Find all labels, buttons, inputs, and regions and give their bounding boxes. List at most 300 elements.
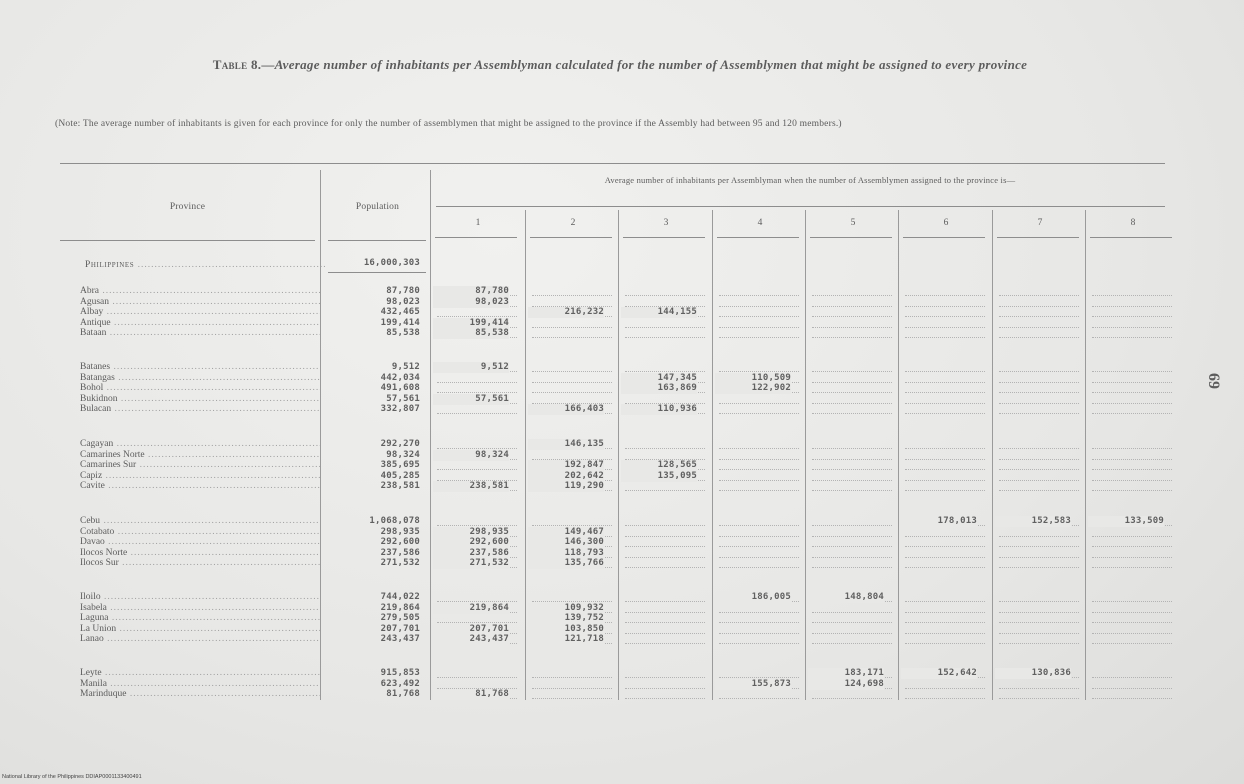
column-number-rule [903, 237, 985, 238]
cell-leader [1092, 295, 1172, 296]
average-cell: 237,586 [433, 548, 509, 559]
cell-leader [1092, 403, 1172, 404]
cell-leader [625, 536, 705, 537]
cell-leader [999, 469, 1079, 470]
cell-leader [905, 382, 985, 383]
cell-leader [1092, 698, 1172, 699]
cell-leader [905, 622, 985, 623]
population-cell: 292,270 [380, 439, 420, 449]
cell-leader [437, 469, 517, 470]
cell-leader [719, 546, 799, 547]
cell-leader [905, 316, 985, 317]
column-divider [1085, 210, 1086, 700]
average-cell: 243,437 [433, 634, 509, 645]
cell-leader [999, 612, 1079, 613]
cell-leader [1092, 490, 1172, 491]
cell-leader [999, 557, 1079, 558]
row-label: Isabela ..... [80, 603, 320, 614]
cell-leader [1092, 633, 1172, 634]
column-number-6: 6 [943, 218, 949, 228]
population-cell: 87,780 [386, 286, 420, 296]
cell-leader [812, 392, 892, 393]
cell-leader [1092, 557, 1172, 558]
cell-leader [812, 459, 892, 460]
row-label: Abra ..... [80, 286, 320, 297]
cell-leader [999, 413, 1079, 414]
row-label-philippines: Philippines ..... [85, 260, 325, 271]
population-cell: 405,285 [380, 470, 420, 481]
cell-leader [719, 557, 799, 558]
cell-leader [812, 448, 892, 449]
cell-leader [812, 490, 892, 491]
table-top-rule [60, 163, 1165, 164]
cell-leader [719, 306, 799, 307]
cell-leader [625, 546, 705, 547]
cell-leader [999, 698, 1079, 699]
average-cell: 192,847 [528, 460, 604, 471]
cell-leader [905, 371, 985, 372]
cell-leader [1092, 601, 1172, 602]
cell-leader [532, 698, 612, 699]
cell-leader [719, 622, 799, 623]
cell-leader [999, 327, 1079, 328]
column-number-rule [623, 237, 705, 238]
cell-leader [999, 295, 1079, 296]
cell-leader [812, 371, 892, 372]
population-cell: 219,864 [380, 602, 420, 613]
average-cell: 130,836 [995, 668, 1071, 679]
cell-leader [905, 688, 985, 689]
cell-leader [719, 698, 799, 699]
average-cell: 110,509 [715, 373, 791, 384]
average-cell: 207,701 [433, 624, 509, 635]
row-label: Bulacan ..... [80, 404, 320, 415]
cell-leader [812, 480, 892, 481]
average-cell: 166,403 [528, 404, 604, 415]
cell-leader [905, 469, 985, 470]
cell-leader [812, 306, 892, 307]
average-cell: 110,936 [621, 404, 697, 415]
cell-leader [812, 316, 892, 317]
cell-leader [905, 459, 985, 460]
cell-leader [812, 557, 892, 558]
cell-leader [1092, 371, 1172, 372]
cell-leader [719, 633, 799, 634]
average-cell: 186,005 [715, 592, 791, 603]
row-label: Camarines Norte ..... [80, 450, 320, 461]
average-cell: 163,869 [621, 383, 697, 394]
cell-leader [719, 327, 799, 328]
header-rule-average [436, 206, 1165, 207]
population-cell: 298,935 [380, 526, 420, 537]
population-philippines: 16,000,303 [363, 258, 420, 268]
cell-leader [999, 382, 1079, 383]
row-label: Cebu ..... [80, 516, 320, 527]
cell-leader [812, 525, 892, 526]
cell-leader [905, 490, 985, 491]
average-cell: 119,290 [528, 481, 604, 492]
column-number-rule [1090, 237, 1172, 238]
cell-leader [625, 633, 705, 634]
column-number-4: 4 [757, 218, 763, 228]
cell-leader [719, 295, 799, 296]
cell-leader [1092, 413, 1172, 414]
cell-leader [905, 557, 985, 558]
average-cell: 133,509 [1088, 516, 1164, 527]
cell-leader [999, 459, 1079, 460]
cell-leader [905, 612, 985, 613]
column-number-7: 7 [1037, 218, 1043, 228]
row-label: Lanao ..... [80, 634, 320, 645]
cell-leader [532, 688, 612, 689]
cell-leader [719, 490, 799, 491]
population-cell: 432,465 [380, 307, 420, 318]
cell-leader [905, 633, 985, 634]
cell-leader [999, 448, 1079, 449]
cell-leader [625, 698, 705, 699]
row-label: Cotabato ..... [80, 527, 320, 538]
row-label: Cagayan ..... [80, 439, 320, 450]
cell-leader [812, 643, 892, 644]
cell-leader [812, 382, 892, 383]
cell-leader [999, 371, 1079, 372]
row-label: Manila ..... [80, 679, 320, 690]
column-divider [712, 210, 713, 700]
population-cell: 1,068,078 [369, 516, 420, 526]
cell-leader [625, 490, 705, 491]
cell-leader [905, 403, 985, 404]
population-cell: 207,701 [380, 623, 420, 634]
row-label: Albay ..... [80, 307, 320, 318]
column-number-3: 3 [663, 218, 669, 228]
cell-leader [812, 622, 892, 623]
average-cell: 146,135 [528, 439, 604, 450]
cell-leader [437, 677, 517, 678]
cell-leader [999, 316, 1079, 317]
population-rule [328, 272, 426, 273]
population-cell: 332,807 [380, 404, 420, 415]
cell-leader [625, 557, 705, 558]
cell-leader [437, 382, 517, 383]
average-cell: 152,583 [995, 516, 1071, 527]
column-number-rule [530, 237, 612, 238]
cell-leader [532, 371, 612, 372]
cell-leader [1092, 316, 1172, 317]
cell-leader [1092, 337, 1172, 338]
cell-leader [1092, 546, 1172, 547]
cell-leader [999, 536, 1079, 537]
cell-leader [719, 448, 799, 449]
population-cell: 271,532 [380, 558, 420, 569]
cell-leader [999, 622, 1079, 623]
cell-leader [625, 677, 705, 678]
cell-leader [905, 601, 985, 602]
cell-leader [999, 403, 1079, 404]
average-cell: 98,023 [433, 297, 509, 308]
population-cell: 199,414 [380, 317, 420, 328]
column-divider [525, 210, 526, 700]
cell-leader [625, 337, 705, 338]
cell-leader [625, 295, 705, 296]
average-cell: 81,768 [433, 689, 509, 700]
cell-leader [999, 601, 1079, 602]
column-divider [430, 170, 431, 700]
population-cell: 9,512 [391, 362, 420, 372]
cell-leader [719, 316, 799, 317]
footer-credit: National Library of the Philippines DDIAP0001133400491 [2, 774, 142, 780]
cell-leader [905, 392, 985, 393]
population-cell: 623,492 [380, 678, 420, 689]
population-cell: 98,023 [386, 296, 420, 307]
cell-leader [1092, 306, 1172, 307]
cell-leader [812, 567, 892, 568]
cell-leader [999, 633, 1079, 634]
cell-leader [812, 698, 892, 699]
column-number-rule [717, 237, 799, 238]
cell-leader [999, 337, 1079, 338]
average-cell: 178,013 [901, 516, 977, 527]
cell-leader [719, 567, 799, 568]
cell-leader [625, 643, 705, 644]
population-cell: 237,586 [380, 547, 420, 558]
average-cell: 199,414 [433, 318, 509, 329]
cell-leader [625, 612, 705, 613]
average-cell: 139,752 [528, 613, 604, 624]
cell-leader [1092, 536, 1172, 537]
cell-leader [532, 327, 612, 328]
cell-leader [905, 536, 985, 537]
average-cell: 98,324 [433, 450, 509, 461]
average-cell: 85,538 [433, 328, 509, 339]
average-cell: 183,171 [808, 668, 884, 679]
cell-leader [812, 469, 892, 470]
cell-leader [625, 688, 705, 689]
population-cell: 292,600 [380, 537, 420, 548]
average-cell: 121,718 [528, 634, 604, 645]
population-cell: 98,324 [386, 449, 420, 460]
cell-leader [1092, 643, 1172, 644]
cell-leader [1092, 327, 1172, 328]
cell-leader [905, 567, 985, 568]
page-number: 69 [1205, 373, 1222, 389]
cell-leader [905, 306, 985, 307]
cell-leader [719, 480, 799, 481]
average-cell: 57,561 [433, 394, 509, 405]
cell-leader [625, 448, 705, 449]
cell-leader [719, 469, 799, 470]
cell-leader [905, 698, 985, 699]
cell-leader [1092, 677, 1172, 678]
row-label: Leyte ..... [80, 668, 320, 679]
cell-leader [1092, 688, 1172, 689]
cell-leader [532, 337, 612, 338]
cell-leader [625, 622, 705, 623]
cell-leader [999, 688, 1079, 689]
cell-leader [905, 295, 985, 296]
average-cell: 216,232 [528, 307, 604, 318]
average-cell: 146,300 [528, 537, 604, 548]
cell-leader [812, 536, 892, 537]
average-cell: 152,642 [901, 668, 977, 679]
average-cell: 109,932 [528, 603, 604, 614]
table-title [60, 56, 1180, 74]
cell-leader [999, 480, 1079, 481]
average-cell: 298,935 [433, 527, 509, 538]
cell-leader [905, 480, 985, 481]
cell-leader [905, 327, 985, 328]
cell-leader [532, 382, 612, 383]
column-number-1: 1 [475, 218, 481, 228]
cell-leader [905, 448, 985, 449]
average-cell: 238,581 [433, 481, 509, 492]
cell-leader [625, 327, 705, 328]
cell-leader [812, 612, 892, 613]
row-label: Camarines Sur ..... [80, 460, 320, 471]
row-label: Agusan ..... [80, 297, 320, 308]
average-cell: 135,766 [528, 558, 604, 569]
row-label: Laguna ..... [80, 613, 320, 624]
header-province: Province [169, 202, 206, 212]
row-label: Ilocos Norte ..... [80, 548, 320, 559]
cell-leader [812, 413, 892, 414]
cell-leader [719, 536, 799, 537]
column-number-rule [997, 237, 1079, 238]
row-label: Bohol ..... [80, 383, 320, 394]
header-rule-province [60, 240, 315, 241]
average-cell: 149,467 [528, 527, 604, 538]
cell-leader [1092, 612, 1172, 613]
cell-leader [812, 403, 892, 404]
average-cell: 155,873 [715, 679, 791, 690]
average-cell: 144,155 [621, 307, 697, 318]
row-label: Ilocos Sur ..... [80, 558, 320, 569]
population-cell: 243,437 [380, 634, 420, 645]
column-number-rule [435, 237, 517, 238]
average-cell: 122,902 [715, 383, 791, 394]
header-rule-population [328, 240, 426, 241]
population-cell: 385,695 [380, 460, 420, 471]
column-divider [898, 210, 899, 700]
column-divider [805, 210, 806, 700]
average-cell: 271,532 [433, 558, 509, 569]
population-cell: 491,608 [380, 383, 420, 394]
population-cell: 744,022 [380, 592, 420, 602]
population-cell: 57,561 [386, 393, 420, 404]
average-cell: 147,345 [621, 373, 697, 384]
average-cell: 103,850 [528, 624, 604, 635]
row-label: Davao ..... [80, 537, 320, 548]
cell-leader [532, 295, 612, 296]
cell-leader [1092, 392, 1172, 393]
row-label: Marinduque ..... [80, 689, 320, 700]
average-cell: 118,793 [528, 548, 604, 559]
average-cell: 219,864 [433, 603, 509, 614]
table-note: (Note: The average number of inhabitants is given for each province for only the number of assemblymen that might be assigned to the province if the Assembly had between 95 and 120 members.) [55, 119, 842, 129]
cell-leader [999, 490, 1079, 491]
cell-leader [905, 546, 985, 547]
row-label: Cavite ..... [80, 481, 320, 492]
average-cell: 128,565 [621, 460, 697, 471]
cell-leader [719, 525, 799, 526]
column-number-5: 5 [850, 218, 856, 228]
header-population: Population [355, 202, 400, 212]
cell-leader [1092, 567, 1172, 568]
average-cell: 87,780 [433, 286, 509, 297]
average-cell: 9,512 [433, 362, 509, 373]
average-cell: 292,600 [433, 537, 509, 548]
column-divider [992, 210, 993, 700]
cell-leader [812, 295, 892, 296]
column-number-2: 2 [570, 218, 576, 228]
column-number-8: 8 [1130, 218, 1136, 228]
population-cell: 81,768 [386, 689, 420, 700]
table-number: Table 8.— [212, 57, 275, 72]
cell-leader [532, 677, 612, 678]
cell-leader [1092, 459, 1172, 460]
cell-leader [999, 306, 1079, 307]
cell-leader [1092, 622, 1172, 623]
cell-leader [999, 567, 1079, 568]
cell-leader [905, 337, 985, 338]
population-cell: 279,505 [380, 613, 420, 624]
population-cell: 238,581 [380, 481, 420, 492]
cell-leader [532, 392, 612, 393]
cell-leader [1092, 448, 1172, 449]
cell-leader [437, 413, 517, 414]
column-divider [320, 170, 321, 700]
population-cell: 85,538 [386, 328, 420, 339]
cell-leader [1092, 382, 1172, 383]
average-cell: 148,804 [808, 592, 884, 603]
row-label: Capiz ..... [80, 471, 320, 482]
cell-leader [812, 546, 892, 547]
cell-leader [999, 392, 1079, 393]
cell-leader [625, 601, 705, 602]
cell-leader [905, 413, 985, 414]
cell-leader [719, 413, 799, 414]
row-label: Bataan ..... [80, 328, 320, 339]
header-average: Average number of inhabitants per Assemblyman when the number of Assemblymen assigned to the province is— [604, 175, 1016, 185]
cell-leader [905, 643, 985, 644]
row-label: La Union ..... [80, 624, 320, 635]
cell-leader [625, 567, 705, 568]
cell-leader [719, 643, 799, 644]
population-cell: 915,853 [380, 668, 420, 678]
cell-leader [1092, 480, 1172, 481]
cell-leader [1092, 469, 1172, 470]
average-cell: 124,698 [808, 679, 884, 690]
cell-leader [719, 403, 799, 404]
population-cell: 442,034 [380, 372, 420, 383]
column-number-rule [810, 237, 892, 238]
row-label: Batangas ..... [80, 373, 320, 384]
cell-leader [999, 643, 1079, 644]
cell-leader [719, 337, 799, 338]
table-caption: Average number of inhabitants per Assemblyman calculated for the number of Assemblymen that might be assigned to every province [274, 57, 1028, 72]
cell-leader [625, 525, 705, 526]
average-cell: 202,642 [528, 471, 604, 482]
row-label: Batanes ..... [80, 362, 320, 373]
cell-leader [812, 633, 892, 634]
cell-leader [719, 612, 799, 613]
column-divider [618, 210, 619, 700]
cell-leader [999, 546, 1079, 547]
cell-leader [719, 459, 799, 460]
row-label: Iloilo ..... [80, 592, 320, 603]
row-label: Bukidnon ..... [80, 394, 320, 405]
cell-leader [812, 327, 892, 328]
average-cell: 135,095 [621, 471, 697, 482]
